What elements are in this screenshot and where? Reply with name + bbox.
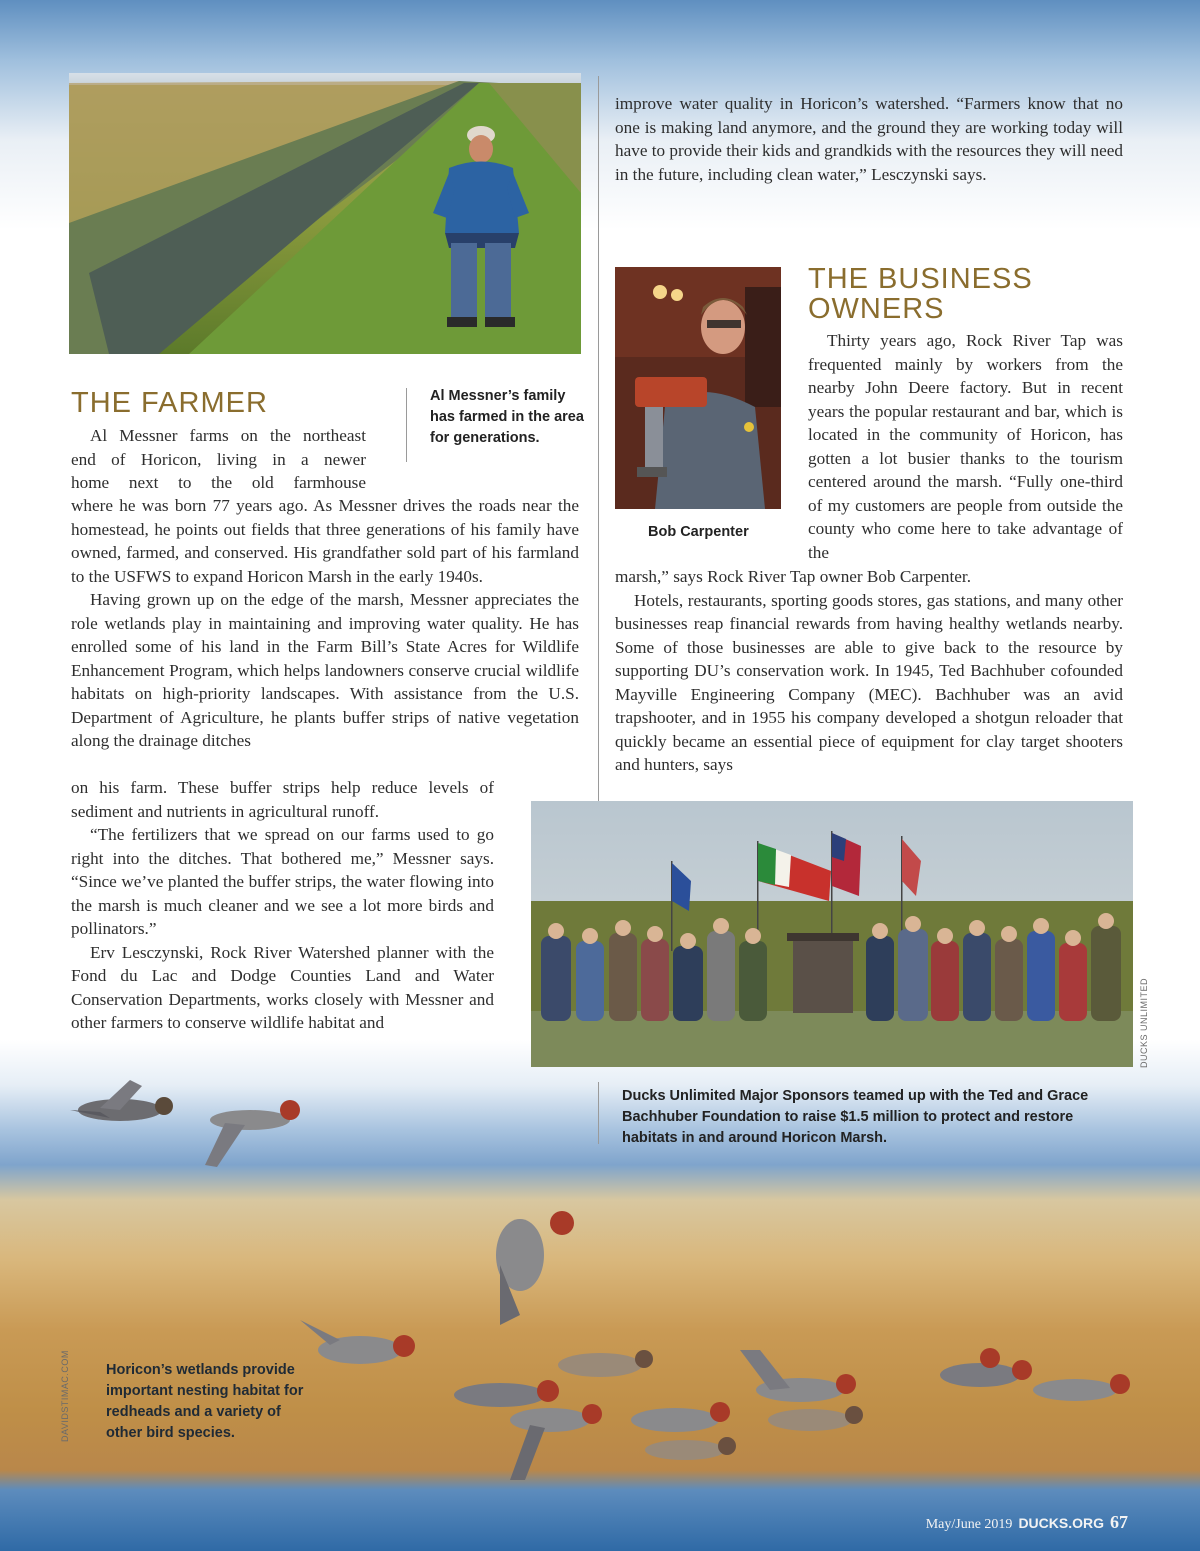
farmer-intro — [71, 424, 366, 495]
top-right-text — [615, 92, 1123, 186]
paragraph: Erv Lesczynski, Rock River Watershed planner with the Fond du Lac and Dodge Counties Land and Water Conservation Departments, works closely with Messner and other farmers to conserve wildlife habitat and — [71, 942, 494, 1032]
farmer-photo — [69, 73, 581, 354]
paragraph: marsh,” says Rock River Tap owner Bob Carpenter. — [615, 567, 971, 586]
paragraph: Thirty years ago, Rock River Tap was frequented mainly by workers from the nearby John Deere factory. But in recent years the popular restaurant and bar, which is located in the community of Horicon, has gotten a lot busier thanks to the tourism centered around the marsh. “Fully one-third of my customers are people from outside the county who come here to take advantage of the — [808, 331, 1123, 562]
farmer-photo-caption: Al Messner’s family has farmed in the area for generations. — [430, 388, 584, 446]
paragraph: where he was born 77 years ago. As Messner drives the roads near the homestead, he points out fields that three generations of his family have owned, farmed, and conserved. His grandfather sold part of his farmland to the USFWS to expand Horicon Marsh in the early 1940s. — [71, 496, 579, 586]
intro-line: Al Messner farms on the northeast — [90, 426, 366, 445]
farmer-heading: THE FARMER — [71, 387, 268, 419]
farmer-body — [71, 494, 579, 753]
business-body — [615, 565, 1123, 777]
page-footer — [926, 1512, 1128, 1533]
group-photo — [531, 801, 1133, 1067]
marsh-photo-caption: Horicon’s wetlands provide important nesting habitat for redheads and a variety of other bird species. — [106, 1362, 304, 1441]
intro-line: end of Horicon, living in a newer — [71, 449, 366, 469]
paragraph: Hotels, restaurants, sporting goods stores, gas stations, and many other businesses reap financial rewards from having healthy wetlands nearby. Some of those businesses are able to give back to the resource by supporting DU’s conservation work. In 1945, Ted Bachhuber cofounded Mayville Engineering Company (MEC). Bachhuber was an avid trapshooter, and in 1955 his company developed a shotgun reloader that quickly became an essential piece of equipment for clay target shooters and hunters, says — [615, 590, 1123, 774]
paragraph: “The fertilizers that we spread on our farms used to go right into the ditches. That bothered me,” Messner says. “Since we’ve planted the buffer strips, the water flowing into the marsh is much cleaner and we see a lot more birds and pollinators.” — [71, 825, 494, 938]
farmer-body-narrow — [71, 776, 494, 1035]
business-heading-line2: OWNERS — [808, 293, 945, 325]
business-intro — [808, 329, 1123, 564]
caption-divider-farmer — [406, 388, 407, 462]
bob-carpenter-photo — [615, 267, 781, 509]
marsh-photo-credit: DAVIDSTIMAC.COM — [60, 1350, 70, 1442]
site-name[interactable]: DUCKS.ORG — [1018, 1515, 1104, 1531]
intro-line: home next to the old farmhouse — [71, 473, 366, 492]
paragraph: Having grown up on the edge of the marsh, Messner appreciates the role wetlands play in maintaining and improving water quality. He has enrolled some of his land in the Farm Bill’s State Acres for Wildlife Enhancement Program, which helps landowners conserve crucial wildlife habitats on high-priority landscapes. With assistance from the U.S. Department of Agriculture, he plants buffer strips of native vegetation along the drainage ditches — [71, 590, 579, 750]
column-divider-top — [598, 76, 599, 801]
paragraph: on his farm. These buffer strips help reduce levels of sediment and nutrients in agricultural runoff. — [71, 778, 494, 821]
business-heading-line1: THE BUSINESS — [808, 263, 1033, 295]
bob-carpenter-caption: Bob Carpenter — [648, 524, 749, 540]
group-photo-caption: Ducks Unlimited Major Sponsors teamed up with the Ted and Grace Bachhuber Foundation to raise $1.5 million to protect and restore habitats in and around Horicon Marsh. — [622, 1088, 1089, 1146]
issue-date: May/June 2019 — [925, 1517, 1013, 1532]
group-photo-credit: DUCKS UNLIMITED — [1139, 977, 1149, 1068]
paragraph: improve water quality in Horicon’s watershed. “Farmers know that no one is making land anymore, and the ground they are working today will have to provide their kids and grandkids with the resources they will need in the future, including clean water,” Lesczynski says. — [615, 94, 1123, 184]
page-number: 67 — [1110, 1512, 1128, 1532]
